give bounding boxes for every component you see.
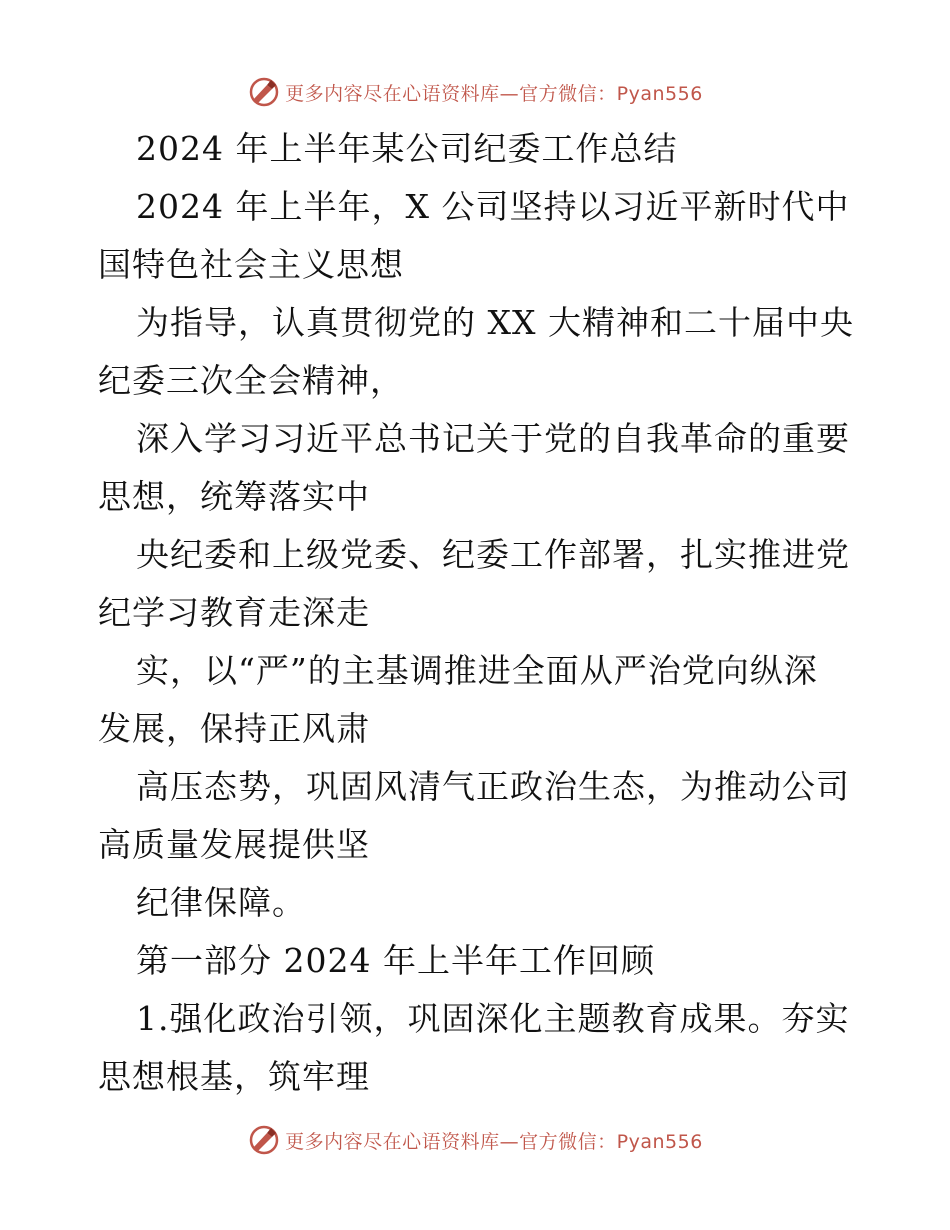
text-line: 发展，保持正风肃 (98, 709, 370, 748)
text-line: 思想根基，筑牢理 (98, 1057, 370, 1096)
text-line: 纪学习教育走深走 (98, 593, 370, 632)
watermark-text: 更多内容尽在心语资料库—官方微信：Pyan556 (285, 1130, 703, 1153)
text-line: 央纪委和上级党委、纪委工作部署，扎实推进党 (136, 535, 850, 574)
watermark-text: 更多内容尽在心语资料库—官方微信：Pyan556 (285, 82, 703, 105)
header-watermark-banner (0, 72, 950, 112)
pen-nib-logo-icon (247, 75, 281, 109)
text-line: 为指导，认真贯彻党的 XX 大精神和二十届中央 (136, 303, 854, 342)
pen-nib-logo-icon (247, 1123, 281, 1157)
text-line: 2024 年上半年某公司纪委工作总结 (136, 129, 678, 168)
text-line: 第一部分 2024 年上半年工作回顾 (136, 941, 655, 980)
text-line: 思想，统筹落实中 (98, 477, 370, 516)
text-line: 实，以“严”的主基调推进全面从严治党向纵深 (136, 651, 818, 690)
text-line: 纪委三次全会精神， (98, 361, 404, 400)
text-line: 高质量发展提供坚 (98, 825, 370, 864)
text-line: 纪律保障。 (136, 883, 306, 922)
text-line: 2024 年上半年，X 公司坚持以习近平新时代中 (136, 187, 850, 226)
footer-watermark-banner (0, 1120, 950, 1160)
text-line: 国特色社会主义思想 (98, 245, 404, 284)
text-line: 高压态势，巩固风清气正政治生态，为推动公司 (136, 767, 850, 806)
text-line: 1.强化政治引领，巩固深化主题教育成果。夯实 (136, 999, 850, 1038)
text-line: 深入学习习近平总书记关于党的自我革命的重要 (136, 419, 850, 458)
document-body (98, 120, 858, 1106)
